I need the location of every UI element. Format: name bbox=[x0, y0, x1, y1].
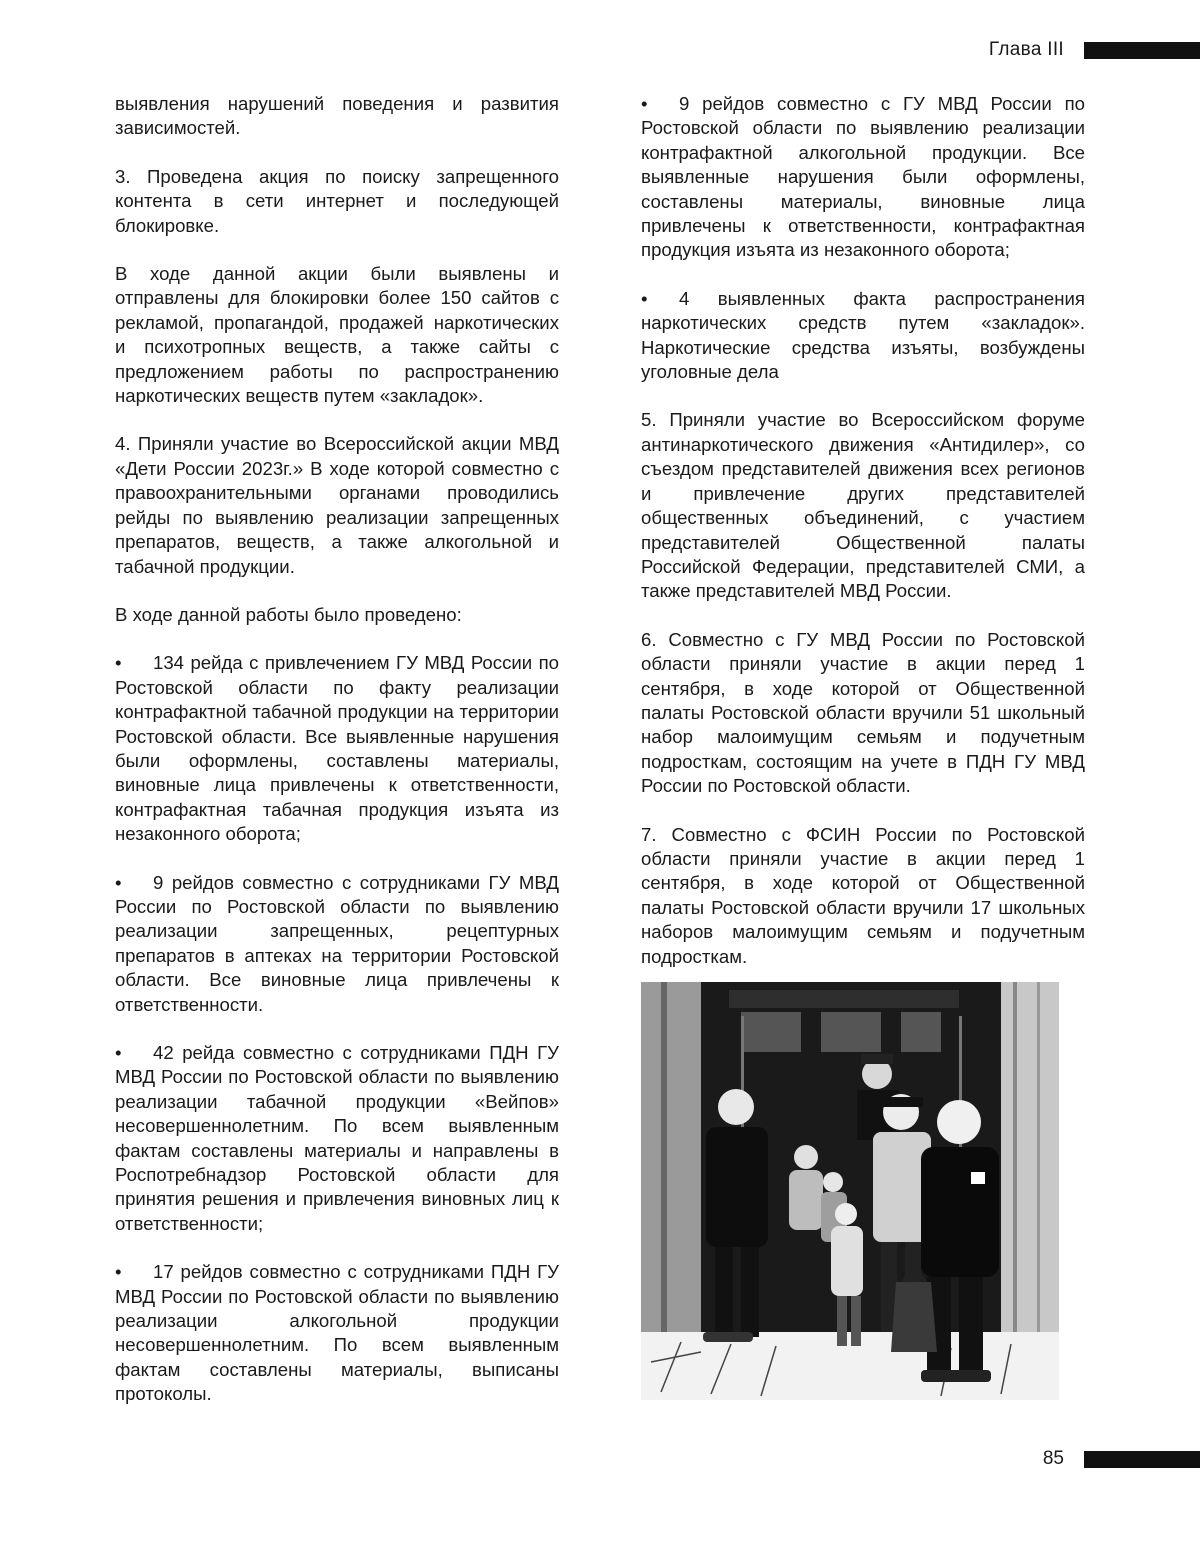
bullet-text: 9 рейдов совместно с сотрудниками ГУ МВД России по Ростовской области по выявлению реализации запрещенных, рецептурных препаратов в аптеках на территории Ростовской области. Все виновные лица привлечены к ответственности. bbox=[115, 871, 559, 1015]
paragraph: 5. Приняли участие во Всероссийском форуме антинаркотического движения «Антидилер», со съездом представителей движения всех регионов и привлечение других представителей общественных объединений, с участием представителей Общественной палаты Российской Федерации, представителей СМИ, а также представителей МВД России. bbox=[641, 409, 1085, 602]
paragraph: В ходе данной акции были выявлены и отправлены для блокировки более 150 сайтов с рекламой, пропагандой, продажей наркотических и психотропных веществ, а также сайты с предложением работы по распространению наркотических веществ путем «закладок». bbox=[115, 263, 559, 407]
bullet-item bbox=[115, 1041, 559, 1236]
footer-bar bbox=[1084, 1451, 1200, 1468]
bullet-icon: • bbox=[115, 871, 122, 893]
paragraph: В ходе данной работы было проведено: bbox=[115, 603, 462, 625]
bullet-text: 17 рейдов совместно с сотрудниками ПДН ГУ МВД России по Ростовской области по выявлению реализации алкогольной продукции несовершеннолетним. По всем выявленным фактам составлены материалы, выписаны протоколы. bbox=[115, 1261, 559, 1405]
page-footer bbox=[1043, 1447, 1200, 1471]
paragraph: 4. Приняли участие во Всероссийской акции МВД «Дети России 2023г.» В ходе которой совместно с правоохранительными органами проводились рейды по выявлению реализации запрещенных препаратов, веществ, а также алкогольной и табачной продукции. bbox=[115, 433, 559, 577]
bullet-icon: • bbox=[115, 1042, 122, 1063]
bullet-item bbox=[115, 651, 559, 846]
header-bar bbox=[1084, 42, 1200, 59]
chapter-label: Глава III bbox=[988, 39, 1064, 60]
bullet-item bbox=[641, 92, 1085, 263]
paragraph: 3. Проведена акция по поиску запрещенного контента в сети интернет и последующей блокировке. bbox=[115, 165, 559, 236]
group-photo bbox=[641, 982, 1059, 1400]
bullet-item bbox=[641, 287, 1085, 385]
paragraph: выявления нарушений поведения и развития зависимостей. bbox=[115, 93, 559, 139]
bullet-icon: • bbox=[115, 1261, 122, 1283]
right-column bbox=[641, 92, 1085, 993]
bullet-icon: • bbox=[641, 93, 648, 114]
paragraph: 7. Совместно с ФСИН России по Ростовской области приняли участие в акции перед 1 сентября, в ходе которой от Общественной палаты Ростовской области вручили 17 школьных наборов малоимущим семьям и подучетным подросткам. bbox=[641, 823, 1085, 967]
bullet-icon: • bbox=[115, 652, 122, 674]
bullet-text: 42 рейда совместно с сотрудниками ПДН ГУ МВД России по Ростовской области по выявлению реализации табачной продукции «Вейпов» несовершеннолетним. По всем выявленным фактам составлены материалы и направлены в Роспотребнадзор Ростовской области для принятия решения и привлечения виновных лиц к ответственности; bbox=[115, 1042, 559, 1234]
paragraph: 6. Совместно с ГУ МВД России по Ростовской области приняли участие в акции перед 1 сентября, в ходе которой от Общественной палаты Ростовской области вручили 51 школьный набор малоимущим семьям и подучетным подросткам, состоящим на учете в ПДН ГУ МВД России по Ростовской области. bbox=[641, 628, 1085, 797]
bullet-item bbox=[115, 1260, 559, 1406]
left-column bbox=[115, 92, 559, 1431]
photo-illustration bbox=[641, 982, 1059, 1400]
bullet-text: 134 рейда с привлечением ГУ МВД России по Ростовской области по факту реализации контрафактной табачной продукции на территории Ростовской области. Все выявленные нарушения были оформлены, составлены материалы, виновные лица привлечены к ответственности, контрафактная табачная продукция изъята из незаконного оборота; bbox=[115, 652, 559, 845]
bullet-text: 9 рейдов совместно с ГУ МВД России по Ростовской области по выявлению реализации контрафактной алкогольной продукции. Все выявленные нарушения были оформлены, составлены материалы, виновные лица привлечены к ответственности, контрафактная продукция изъята из незаконного оборота; bbox=[641, 93, 1085, 261]
bullet-icon: • bbox=[641, 287, 648, 309]
page-header bbox=[989, 38, 1200, 62]
bullet-text: 4 выявленных факта распространения наркотических средств путем «закладок». Наркотические средства изъяты, возбуждены уголовные дела bbox=[641, 287, 1085, 383]
bullet-item bbox=[115, 871, 559, 1017]
page-number: 85 bbox=[1042, 1448, 1064, 1469]
